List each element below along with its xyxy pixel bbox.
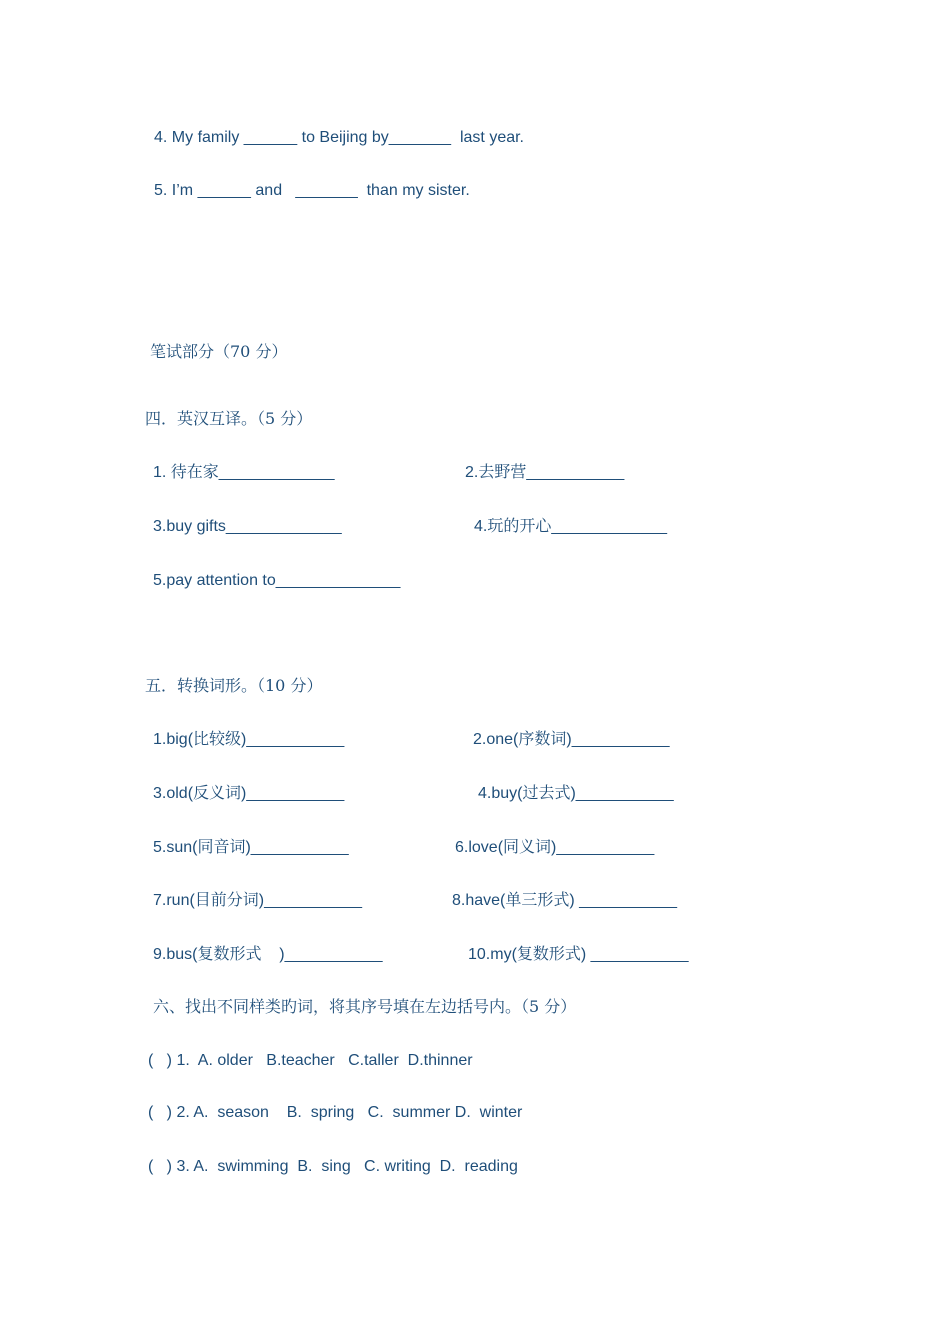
section-5-item-10: 10.my(复数形式) ___________ (468, 946, 689, 963)
section-6-item-2: ( ) 2. A. season B. spring C. summer D. winter (148, 1104, 523, 1121)
section-4-item-3: 3.buy gifts_____________ (153, 518, 342, 535)
written-part-title: 笔试部分（70 分） (150, 342, 288, 361)
section-6-item-3: ( ) 3. A. swimming B. sing C. writing D. reading (148, 1158, 518, 1175)
section-4-item-5: 5.pay attention to______________ (153, 572, 401, 589)
listening-question-5: 5. I’m ______ and _______ than my sister. (154, 182, 470, 199)
section-5-item-6: 6.love(同义词)___________ (455, 839, 655, 856)
section-5-item-1: 1.big(比较级)___________ (153, 731, 345, 748)
section-5-item-9: 9.bus(复数形式 )___________ (153, 946, 383, 963)
section-5-title: 五．转换词形。（10 分） (145, 676, 323, 695)
section-5-item-8: 8.have(单三形式) ___________ (452, 892, 678, 909)
section-4-title: 四．英汉互译。（5 分） (145, 409, 313, 428)
section-5-item-3: 3.old(反义词)___________ (153, 785, 345, 802)
section-6-title: 六、找出不同样类旳词，将其序号填在左边括号内。（5 分） (153, 997, 577, 1016)
section-4-item-4: 4.玩的开心_____________ (474, 518, 668, 535)
section-5-item-5: 5.sun(同音词)___________ (153, 839, 349, 856)
section-4-item-1: 1. 待在家_____________ (153, 464, 335, 481)
section-5-item-2: 2.one(序数词)___________ (473, 731, 670, 748)
section-5-item-4: 4.buy(过去式)___________ (478, 785, 674, 802)
section-6-item-1: ( ) 1. A. older B.teacher C.taller D.thinner (148, 1052, 473, 1069)
section-4-item-2: 2.去野营___________ (465, 464, 625, 481)
listening-question-4: 4. My family ______ to Beijing by_______ last year. (154, 129, 524, 146)
section-5-item-7: 7.run(目前分词)___________ (153, 892, 363, 909)
